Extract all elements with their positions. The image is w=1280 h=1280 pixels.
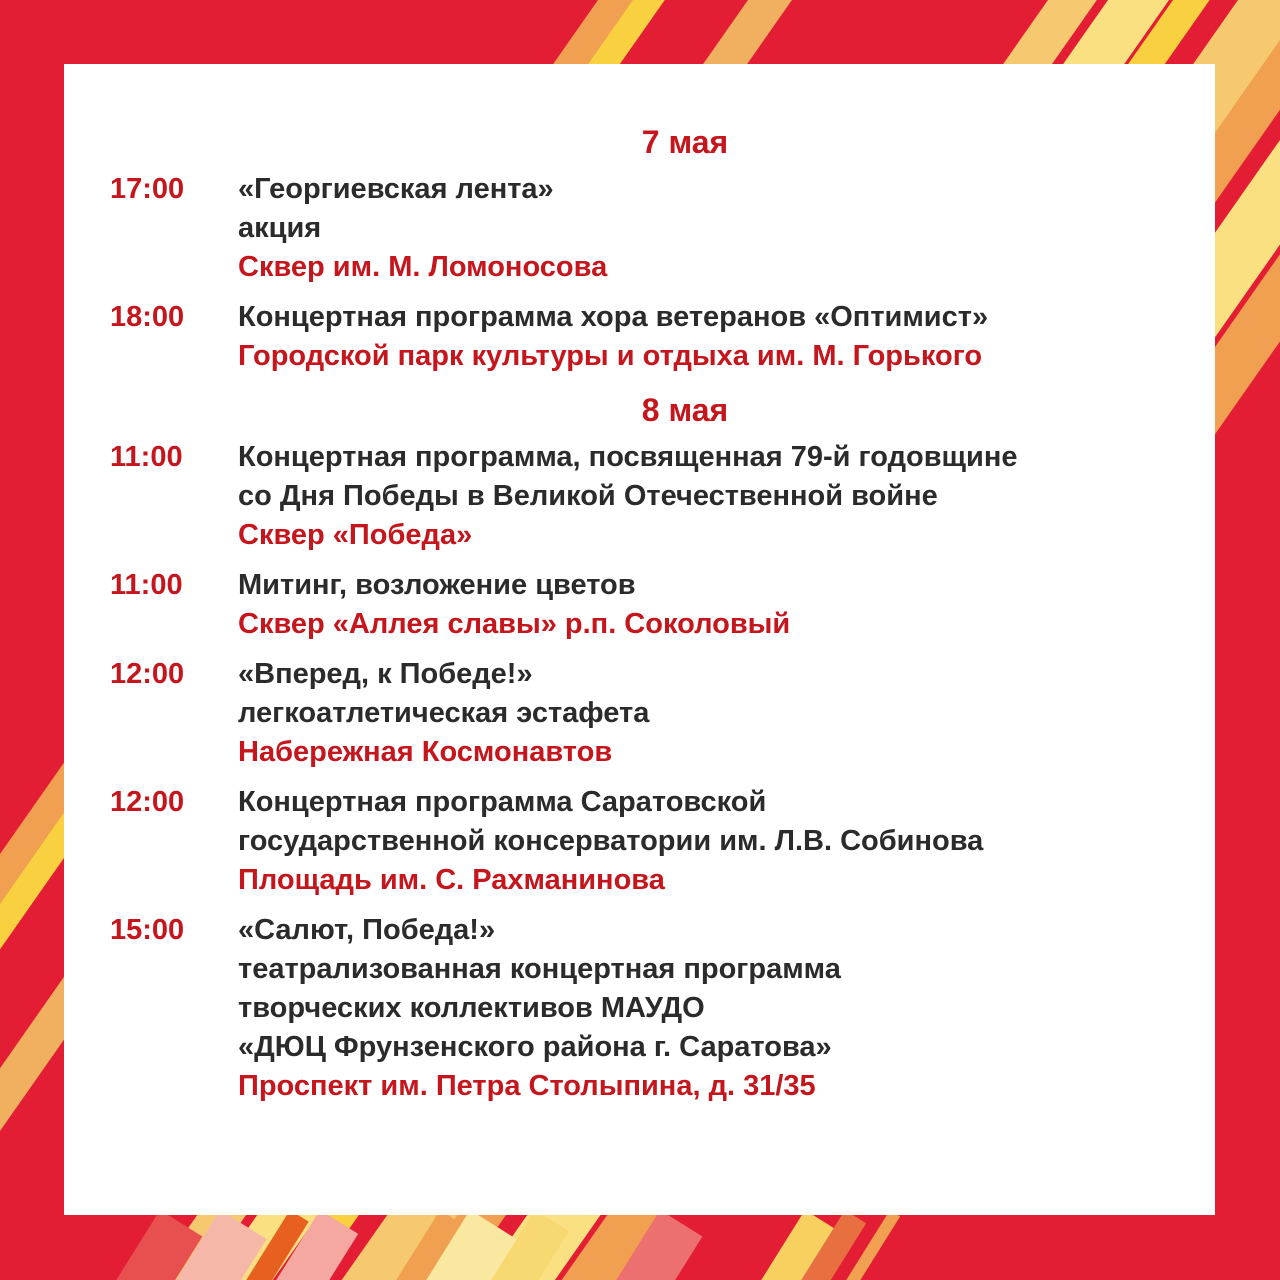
event-body bbox=[238, 655, 1170, 772]
event-place: Сквер «Аллея славы» р.п. Соколовый bbox=[238, 608, 791, 640]
day-heading: 8 мая bbox=[641, 392, 729, 428]
event-place: Сквер им. М. Ломоносова bbox=[238, 251, 608, 283]
event-title: Митинг, возложение цветов bbox=[238, 569, 636, 601]
event-time: 15:00 bbox=[110, 914, 185, 946]
event-title: Концертная программа хора ветеранов «Оптимист» bbox=[238, 301, 989, 333]
event-item bbox=[110, 170, 1170, 287]
event-time: 12:00 bbox=[110, 658, 185, 690]
event-title: Концертная программа, посвященная 79-й годовщине bbox=[238, 441, 1018, 473]
schedule-content bbox=[110, 122, 1170, 1117]
event-item bbox=[110, 783, 1170, 900]
event-description: легкоатлетическая эстафета bbox=[238, 697, 650, 729]
event-body bbox=[238, 438, 1170, 555]
event-title-continued: государственной консерватории им. Л.В. Собинова bbox=[238, 825, 984, 857]
event-time: 11:00 bbox=[110, 569, 183, 601]
event-body bbox=[238, 911, 1170, 1106]
event-item bbox=[110, 438, 1170, 555]
event-place: Площадь им. С. Рахманинова bbox=[238, 864, 665, 896]
event-description: творческих коллективов МАУДО bbox=[238, 992, 705, 1024]
event-place: Набережная Космонавтов bbox=[238, 736, 613, 768]
event-item bbox=[110, 566, 1170, 644]
event-item bbox=[110, 911, 1170, 1106]
event-time: 18:00 bbox=[110, 301, 185, 333]
event-place: Проспект им. Петра Столыпина, д. 31/35 bbox=[238, 1070, 816, 1102]
event-title: Концертная программа Саратовской bbox=[238, 786, 767, 818]
event-body bbox=[238, 170, 1170, 287]
day-heading: 7 мая bbox=[641, 124, 729, 160]
event-time: 12:00 bbox=[110, 786, 185, 818]
stripe-decoration bbox=[0, 1210, 202, 1280]
event-place: Сквер «Победа» bbox=[238, 519, 473, 551]
event-item bbox=[110, 298, 1170, 376]
event-description: «ДЮЦ Фрунзенского района г. Саратова» bbox=[238, 1031, 832, 1063]
event-place: Городской парк культуры и отдыха им. М. Горького bbox=[238, 340, 983, 372]
schedule-card bbox=[64, 64, 1215, 1215]
event-item bbox=[110, 655, 1170, 772]
event-title: «Салют, Победа!» bbox=[238, 914, 496, 946]
event-time: 17:00 bbox=[110, 173, 185, 205]
event-description: акция bbox=[238, 212, 322, 244]
event-body bbox=[238, 298, 1170, 376]
event-time: 11:00 bbox=[110, 441, 183, 473]
event-body bbox=[238, 566, 1170, 644]
event-body bbox=[238, 783, 1170, 900]
event-title: «Вперед, к Победе!» bbox=[238, 658, 533, 690]
event-description: театрализованная концертная программа bbox=[238, 953, 841, 985]
event-title-continued: со Дня Победы в Великой Отечественной войне bbox=[238, 480, 938, 512]
event-title: «Георгиевская лента» bbox=[238, 173, 554, 205]
